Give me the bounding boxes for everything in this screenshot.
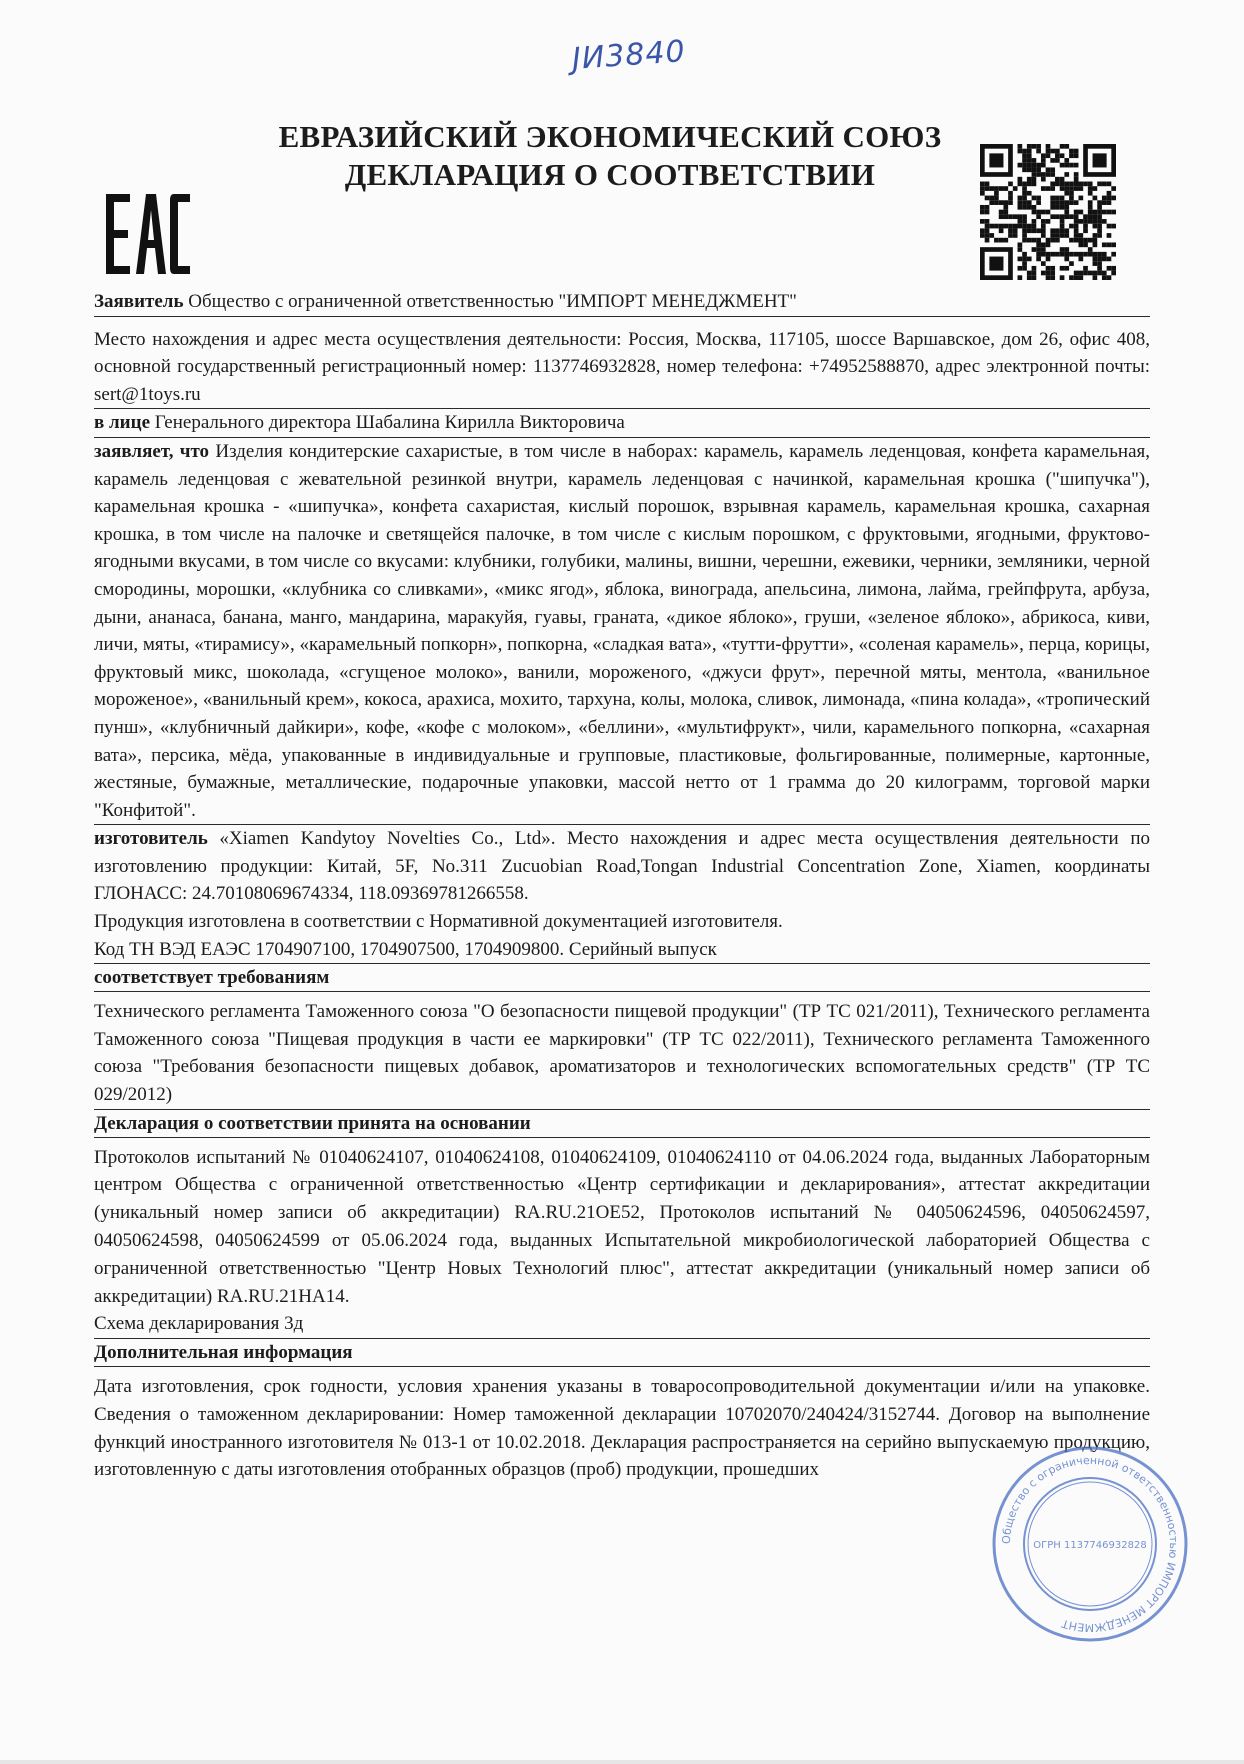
header-declaration-title: ДЕКЛАРАЦИЯ О СООТВЕТСТВИИ xyxy=(344,157,876,192)
declaration-body xyxy=(94,288,1150,1484)
requirements-heading: соответствует требованиям xyxy=(94,964,1150,992)
manufacturer-label: изготовитель xyxy=(94,828,208,850)
scheme-row: Схема декларирования 3д xyxy=(94,1310,1150,1339)
additional-info-heading: Дополнительная информация xyxy=(94,1339,1150,1367)
applicant-row xyxy=(94,288,1150,317)
additional-info-text: Дата изготовления, срок годности, условия хранения указаны в товаросопроводительной документации и/или на упаковке. Сведения о таможенном декларировании: Номер таможенной декларации 10702070/240424/3152744. Договор на выполнение функций иностранного изготовителя № 013-1 от 10.02.2018. Декларация распространяется на серийно выпускаемую продукцию, изготовленную с даты изготовления отобранных образцов (проб) продукции, прошедших xyxy=(94,1376,1150,1481)
document-header xyxy=(240,118,980,194)
applicant-value: Общество с ограниченной ответственностью "ИМПОРТ МЕНЕДЖМЕНТ" xyxy=(183,291,797,312)
svg-text:Общество с ограниченной ответс: Общество с ограниченной ответственностью ИМПОРТ МЕНЕДЖМЕНТ xyxy=(999,1453,1181,1635)
header-union-title: ЕВРАЗИЙСКИЙ ЭКОНОМИЧЕСКИЙ СОЮЗ xyxy=(278,119,942,154)
address-row xyxy=(94,326,1150,410)
qr-code-icon xyxy=(980,144,1116,280)
manufacturer-row xyxy=(94,825,1150,908)
handwritten-registration-number: JИ3840 xyxy=(570,34,687,77)
declares-label: заявляет, что xyxy=(94,440,210,462)
applicant-label: Заявитель xyxy=(94,291,184,312)
requirements-text: Технического регламента Таможенного союза "О безопасности пищевой продукции" (ТР ТС 021/2011), Технического регламента Таможенного союза "Пищевая продукция в части ее маркировки" (ТР ТС 022/2011), Технического регламента Таможенного союза "Требования безопасности пищевых добавок, ароматизаторов и технологических вспомогательных средств" (ТР ТС 029/2012) xyxy=(94,998,1150,1109)
basis-heading: Декларация о соответствии принята на основании xyxy=(94,1110,1150,1138)
representative-value: Генерального директора Шабалина Кирилла Викторовича xyxy=(150,412,625,434)
company-seal-stamp-icon xyxy=(990,1444,1190,1644)
address-value: Место нахождения и адрес места осуществления деятельности: Россия, Москва, 117105, шоссе Варшавское, дом 26, офис 408, основной государственный регистрационный номер: 1137746932828, номер телефона: +74952588870, адрес электронной почты: sert@1toys.ru xyxy=(94,328,1150,405)
product-description: Изделия кондитерские сахаристые, в том числе в наборах: карамель, карамель леденцовая, конфета карамельная, карамель леденцовая с жевательной резинкой внутри, карамель леденцовая с начинкой, карамельная крошка ("шипучка"), карамельная крошка - «шипучка», конфета сахаристая, кислый порошок, взрывная карамель, карамельная крошка, сахарная крошка, в том числе на палочке и светящейся палочке, в том числе с кислым порошком, с фруктовыми, ягодными, фруктово-ягодными вкусами, в том числе со вкусами: клубники, голубики, малины, вишни, черешни, ежевики, черники, земляники, черной смородины, морошки, «клубника со сливками», «микс ягод», яблока, винограда, апельсина, лимона, лайма, грейпфрута, арбуза, дыни, ананаса, банана, манго, мандарина, маракуйя, гуавы, граната, «дикое яблоко», груши, «зеленое яблоко», абрикоса, киви, личи, мяты, «тирамису», «карамельный попкорн», попкорна, «сладкая вата», «тутти-фрутти», «соленая карамель», перца, корицы, фруктовый микс, шоколада, «сгущеное молоко», ванили, мороженого, «джуси фрут», перечной мяты, ментола, «ванильное мороженое», «ванильный крем», кокоса, арахиса, мохито, тархуна, колы, молока, сливок, лимонада, «пина колада», «тропический пунш», «клубничный дайкири», кофе, «кофе с молоком», «беллини», «мультифрукт», чили, карамельного попкорна, «сахарная вата», персика, мёда, упакованные в индивидуальные и групповые, пластиковые, фольгированные, полимерные, картонные, жестяные, бумажные, металлические, подарочные упаковки, массой нетто от 1 грамма до 20 килограмм, торговой марки "Конфитой". xyxy=(94,440,1151,821)
eac-logo-icon xyxy=(104,192,192,276)
representative-label: в лице xyxy=(94,412,150,434)
produced-per-row: Продукция изготовлена в соответствии с Нормативной документацией изготовителя. xyxy=(94,911,783,933)
representative-row xyxy=(94,409,1150,438)
basis-text: Протоколов испытаний № 01040624107, 01040624108, 01040624109, 01040624110 от 04.06.2024 года, выданных Лабораторным центром Общества с ограниченной ответственностью «Центр сертификации и декларирования», аттестат аккредитации (уникальный номер записи об аккредитации) RA.RU.21ОЕ52, Протоколов испытаний № 04050624596, 04050624597, 04050624598, 04050624599 от 05.06.2024 года, выданных Испытательной микробиологической лабораторией Общества с ограниченной ответственностью "Центр Новых Технологий плюс", аттестат аккредитации (уникальный номер записи об аккредитации) RA.RU.21НА14. xyxy=(94,1146,1150,1307)
scan-edge xyxy=(0,1760,1244,1764)
manufacturer-value: «Xiamen Kandytoy Novelties Co., Ltd». Место нахождения и адрес места осуществления деятельности по изготовлению продукции: Китай, 5F, No.311 Zucuobian Road,Tongan Industrial Concentration Zone, Xiamen, координаты ГЛОНАСС: 24.70108069674334, 118.09369781266558. xyxy=(94,828,1150,905)
hs-code-row: Код ТН ВЭД ЕАЭС 1704907100, 1704907500, 1704909800. Серийный выпуск xyxy=(94,936,1150,965)
svg-text:ОГРН 1137746932828: ОГРН 1137746932828 xyxy=(1033,1540,1147,1551)
declares-row xyxy=(94,438,1150,825)
